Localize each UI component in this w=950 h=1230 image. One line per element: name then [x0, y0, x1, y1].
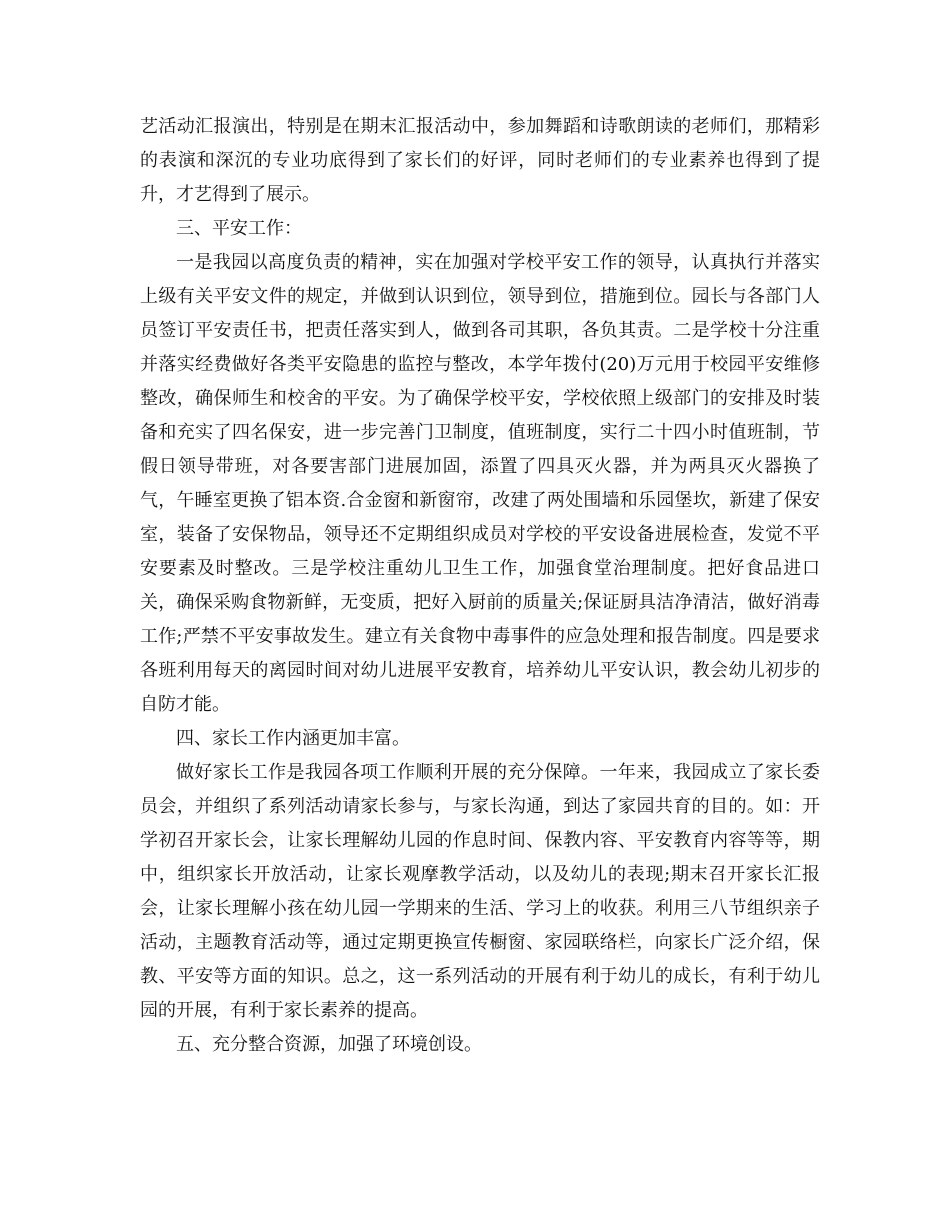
section-4-heading: 四、家长工作内涵更加丰富。	[176, 728, 410, 749]
continuation-paragraph: 艺活动汇报演出，特别是在期末汇报活动中，参加舞蹈和诗歌朗读的老师们，那精彩的表演和深沉的专业功底得到了家长们的好评，同时老师们的专业素养也得到了提升，才艺得到了展示。	[140, 116, 820, 205]
section-3-paragraph: 一是我园以高度负责的精神，实在加强对学校平安工作的领导，认真执行并落实上级有关平安文件的规定，并做到认识到位，领导到位，措施到位。园长与各部门人员签订平安责任书，把责任落实到人，做到各司其职，各负其责。二是学校十分注重并落实经费做好各类平安隐患的监控与整改，本学年拨付(20)万元用于校园平安维修整改，确保师生和校舍的平安。为了确保学校平安，学校依照上级部门的安排及时装备和充实了四名保安，进一步完善门卫制度，值班制度，实行二十四小时值班制，节假日领导带班，对各要害部门进展加固，添置了四具灭火器，并为两具灭火器换了气，午睡室更换了铝本资.合金窗和新窗帘，改建了两处围墙和乐园堡坎，新建了保安室，装备了安保物品，领导还不定期组织成员对学校的平安设备进展检查，发觉不平安要素及时整改。三是学校注重幼儿卫生工作，加强食堂治理制度。把好食品进口关，确保采购食物新鲜，无变质，把好入厨前的质量关;保证厨具洁净清洁，做好消毒工作;严禁不平安事故发生。建立有关食物中毒事件的应急处理和报告制度。四是要求各班利用每天的离园时间对幼儿进展平安教育，培养幼儿平安认识，教会幼儿初步的自防才能。	[140, 252, 820, 715]
section-3-heading: 三、平安工作：	[176, 218, 302, 239]
document-page	[140, 110, 820, 1062]
section-4-paragraph: 做好家长工作是我园各项工作顺利开展的充分保障。一年来，我园成立了家长委员会，并组织了系列活动请家长参与，与家长沟通，到达了家园共育的目的。如：开学初召开家长会，让家长理解幼儿园的作息时间、保教内容、平安教育内容等等，期中，组织家长开放活动，让家长观摩教学活动，以及幼儿的表现;期末召开家长汇报会，让家长理解小孩在幼儿园一学期来的生活、学习上的收获。利用三八节组织亲子活动，主题教育活动等，通过定期更换宣传橱窗、家园联络栏，向家长广泛介绍，保教、平安等方面的知识。总之，这一系列活动的开展有利于幼儿的成长，有利于幼儿园的开展，有利于家长素养的提高。	[140, 762, 820, 1021]
section-5-heading: 五、充分整合资源，加强了环境创设。	[176, 1034, 482, 1055]
